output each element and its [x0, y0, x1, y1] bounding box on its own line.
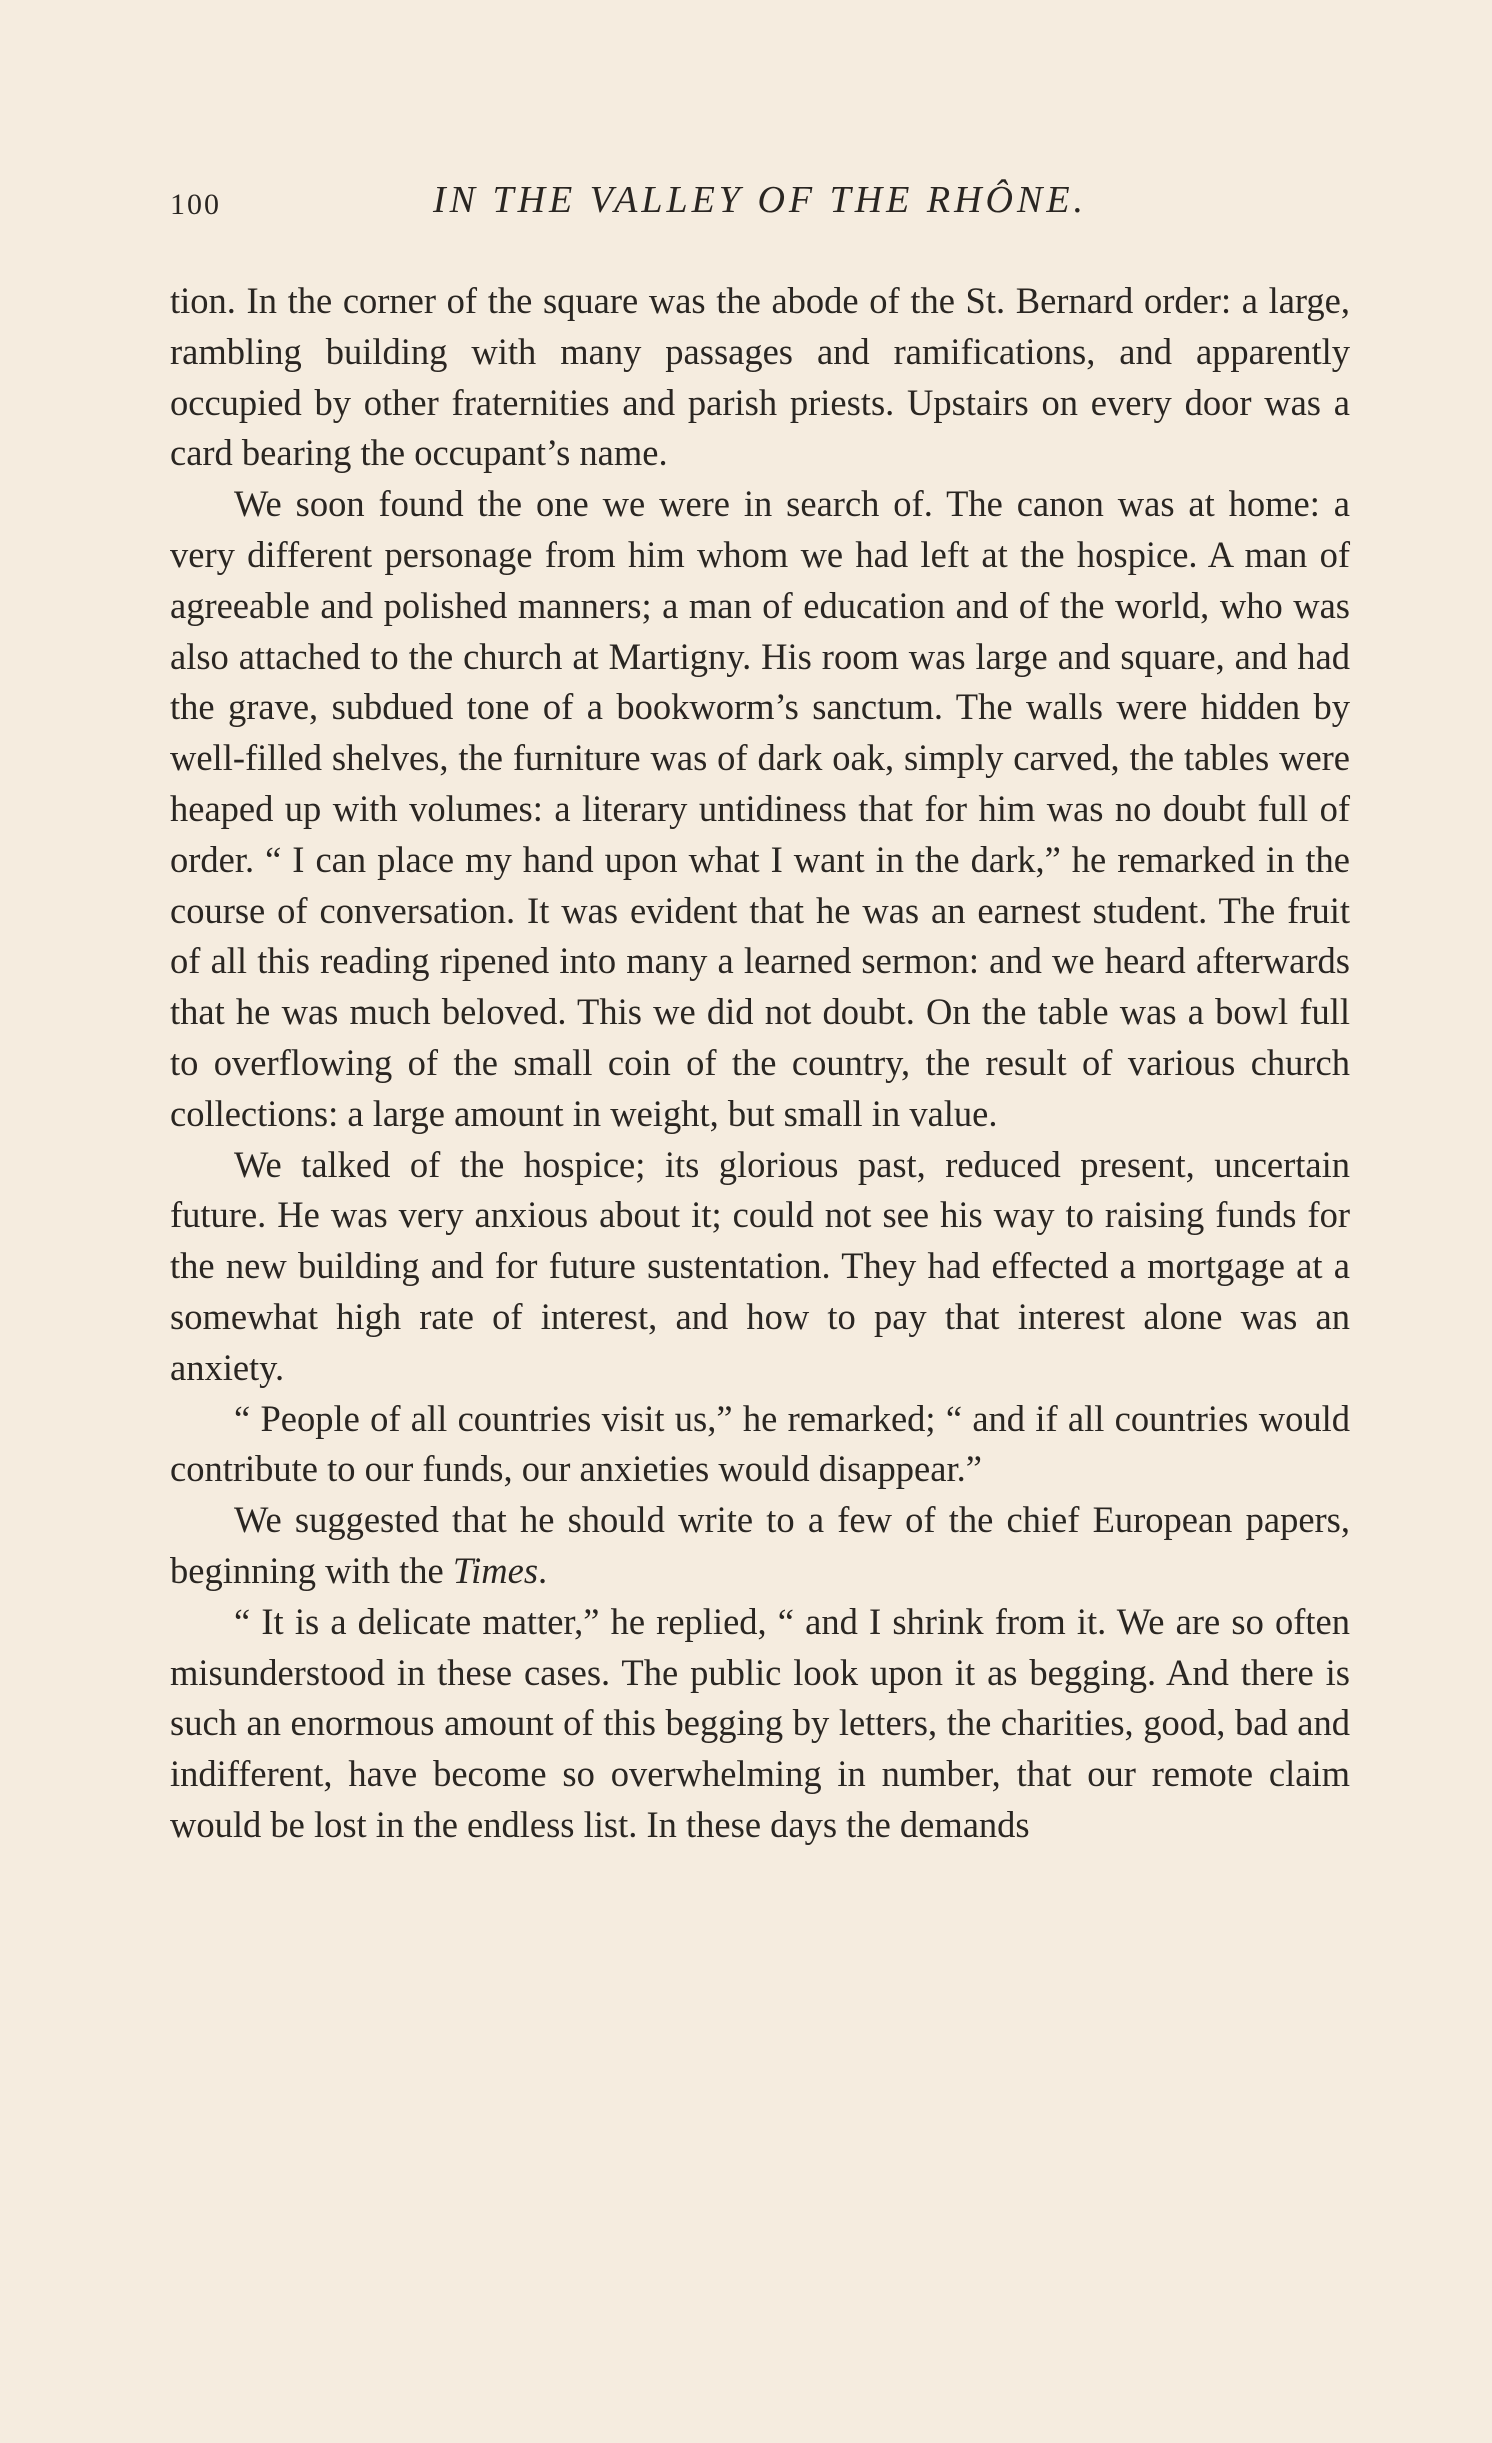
running-title: IN THE VALLEY OF THE RHÔNE.	[432, 179, 1088, 221]
page-header	[170, 178, 1350, 238]
paragraph-text: We suggested that he should write to a few of the chief European papers, beginning with the	[170, 1499, 1350, 1591]
paragraph-text: .	[538, 1549, 548, 1591]
body-text	[170, 276, 1350, 1851]
paragraph: “ People of all countries visit us,” he remarked; “ and if all countries would contribute to our funds, our anxieties would disappear.”	[170, 1397, 1350, 1490]
paragraph: tion. In the corner of the square was the abode of the St. Bernard order: a large, rambling building with many passages and ramifications, and apparently occupied by other fraternities and parish priests. Upstairs on every door was a card bearing the occupant’s name.	[170, 280, 1350, 474]
paragraph	[170, 1495, 1350, 1597]
newspaper-title: Times	[452, 1549, 539, 1591]
page-number: 100	[170, 188, 221, 221]
paragraph: “ It is a delicate matter,” he replied, “ and I shrink from it. We are so often misunderstood in these cases. The public look upon it as begging. And there is such an enormous amount of this begging by letters, the charities, good, bad and indifferent, have become so overwhelming in number, that our remote claim would be lost in the endless list. In these days the demands	[170, 1600, 1350, 1845]
paragraph: We soon found the one we were in search of. The canon was at home: a very different personage from him whom we had left at the hospice. A man of agreeable and polished manners; a man of education and of the world, who was also attached to the church at Martigny. His room was large and square, and had the grave, subdued tone of a bookworm’s sanctum. The walls were hidden by well-filled shelves, the furniture was of dark oak, simply carved, the tables were heaped up with volumes: a literary untidiness that for him was no doubt full of order. “ I can place my hand upon what I want in the dark,” he remarked in the course of conversation. It was evident that he was an earnest student. The fruit of all this reading ripened into many a learned sermon: and we heard afterwards that he was much beloved. This we did not doubt. On the table was a bowl full to overflowing of the small coin of the country, the result of various church collections: a large amount in weight, but small in value.	[170, 483, 1350, 1134]
paragraph: We talked of the hospice; its glorious past, reduced present, uncertain future. He was very anxious about it; could not see his way to raising funds for the new building and for future sustentation. They had effected a mortgage at a somewhat high rate of interest, and how to pay that interest alone was an anxiety.	[170, 1143, 1350, 1388]
